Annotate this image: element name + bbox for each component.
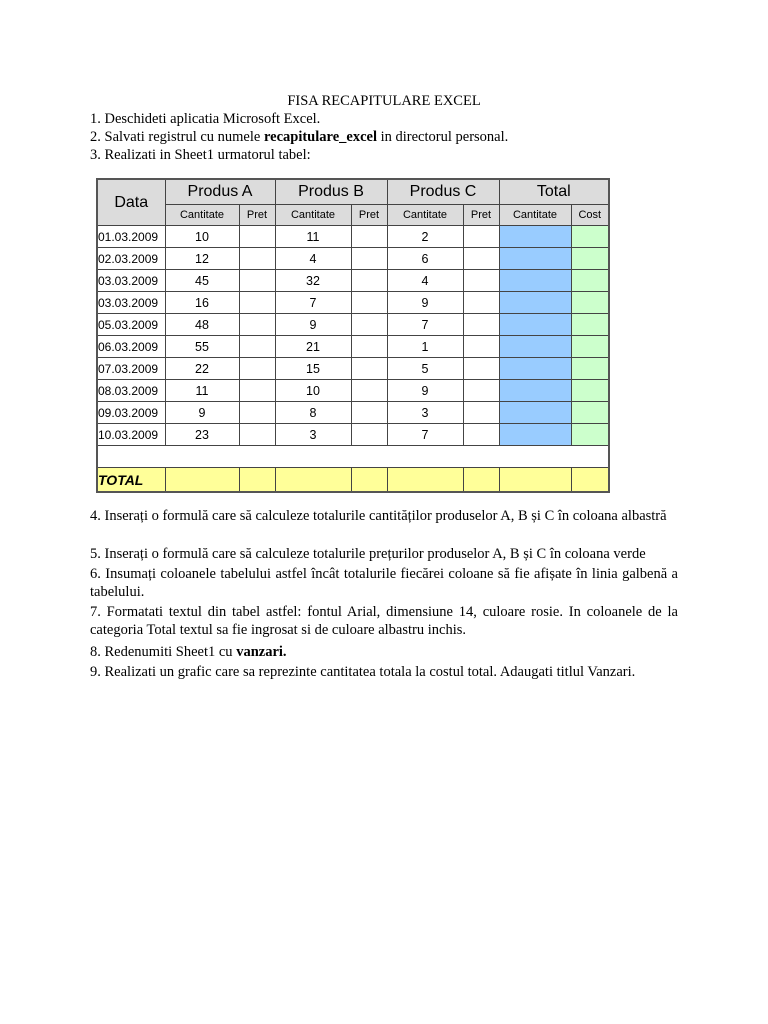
cantitate-c-cell: 7	[387, 424, 463, 446]
excel-table-image	[96, 178, 610, 493]
subheader-pret-b: Pret	[351, 205, 387, 226]
step-2-filename: recapitulare_excel	[263, 129, 377, 145]
cantitate-a-cell: 11	[165, 380, 239, 402]
pret-b-cell	[351, 336, 387, 358]
cantitate-b-cell: 15	[275, 358, 351, 380]
pret-a-cell	[239, 358, 275, 380]
total-sum-cell	[239, 468, 275, 493]
cantitate-a-cell: 48	[165, 314, 239, 336]
pret-a-cell	[239, 314, 275, 336]
step-6: 6. Insumați coloanele tabelului astfel încât totalurile fiecărei coloane să fie afișate în linia galbenă a tabelului.	[90, 566, 678, 600]
pret-a-cell	[239, 270, 275, 292]
pret-b-cell	[351, 380, 387, 402]
step-3-text: 3. Realizati in Sheet1 urmatorul tabel:	[90, 147, 311, 163]
total-cost-cell	[571, 314, 609, 336]
date-cell: 08.03.2009	[97, 380, 165, 402]
total-cost-cell	[571, 380, 609, 402]
step-3	[90, 146, 678, 164]
cantitate-c-cell: 6	[387, 248, 463, 270]
total-cost-cell	[571, 402, 609, 424]
pret-a-cell	[239, 248, 275, 270]
total-cantitate-cell	[499, 358, 571, 380]
step-7: 7. Formatati textul din tabel astfel: fontul Arial, dimensiune 14, culoare rosie. In coloanele de la categoria Total textul sa fie ingrosat si de culoare albastru inchis.	[90, 604, 678, 638]
subheader-cantitate-c: Cantitate	[387, 205, 463, 226]
header-data: Data	[97, 179, 165, 226]
subheader-cost-total: Cost	[571, 205, 609, 226]
cantitate-a-cell: 16	[165, 292, 239, 314]
pret-c-cell	[463, 336, 499, 358]
total-sum-cell	[463, 468, 499, 493]
cantitate-b-cell: 32	[275, 270, 351, 292]
total-sum-cell	[571, 468, 609, 493]
date-cell: 09.03.2009	[97, 402, 165, 424]
pret-c-cell	[463, 424, 499, 446]
pret-b-cell	[351, 270, 387, 292]
pret-c-cell	[463, 402, 499, 424]
date-cell: 06.03.2009	[97, 336, 165, 358]
table-row	[97, 292, 609, 314]
pret-a-cell	[239, 424, 275, 446]
subheader-pret-a: Pret	[239, 205, 275, 226]
step-2-post: in directorul personal.	[376, 129, 509, 145]
cantitate-a-cell: 22	[165, 358, 239, 380]
table-row	[97, 336, 609, 358]
pret-c-cell	[463, 358, 499, 380]
total-sum-cell	[387, 468, 463, 493]
date-cell: 02.03.2009	[97, 248, 165, 270]
pret-c-cell	[463, 248, 499, 270]
step-1-text: 1. Deschideti aplicatia Microsoft Excel.	[90, 111, 321, 127]
total-sum-cell	[165, 468, 239, 493]
pret-a-cell	[239, 402, 275, 424]
pret-b-cell	[351, 358, 387, 380]
blank-cell	[97, 446, 609, 468]
step-8-pre: 8. Redenumiti Sheet1 cu	[90, 644, 237, 660]
table-row	[97, 226, 609, 248]
total-cost-cell	[571, 270, 609, 292]
pret-c-cell	[463, 270, 499, 292]
total-cost-cell	[571, 292, 609, 314]
cantitate-c-cell: 5	[387, 358, 463, 380]
total-sum-cell	[499, 468, 571, 493]
subheader-cantitate-total: Cantitate	[499, 205, 571, 226]
step-2-pre: 2. Salvati registrul cu numele	[90, 129, 264, 145]
total-cantitate-cell	[499, 336, 571, 358]
page-title: FISA RECAPITULARE EXCEL	[287, 93, 481, 109]
cantitate-c-cell: 9	[387, 380, 463, 402]
total-cantitate-cell	[499, 402, 571, 424]
cantitate-b-cell: 3	[275, 424, 351, 446]
cantitate-a-cell: 55	[165, 336, 239, 358]
header-produs-a: Produs A	[165, 179, 275, 205]
subheader-cantitate-b: Cantitate	[275, 205, 351, 226]
pret-c-cell	[463, 314, 499, 336]
total-cantitate-cell	[499, 248, 571, 270]
pret-b-cell	[351, 292, 387, 314]
pret-c-cell	[463, 380, 499, 402]
sales-table	[96, 178, 610, 493]
total-cantitate-cell	[499, 314, 571, 336]
cantitate-c-cell: 2	[387, 226, 463, 248]
table-row	[97, 248, 609, 270]
table-row	[97, 358, 609, 380]
total-cantitate-cell	[499, 380, 571, 402]
cantitate-c-cell: 1	[387, 336, 463, 358]
cantitate-b-cell: 8	[275, 402, 351, 424]
table-row	[97, 380, 609, 402]
blank-row	[97, 446, 609, 468]
step-8-name: vanzari.	[236, 644, 287, 660]
cantitate-c-cell: 9	[387, 292, 463, 314]
pret-a-cell	[239, 380, 275, 402]
total-cost-cell	[571, 358, 609, 380]
total-sum-cell	[351, 468, 387, 493]
cantitate-b-cell: 21	[275, 336, 351, 358]
cantitate-b-cell: 10	[275, 380, 351, 402]
step-8	[90, 643, 678, 661]
header-produs-b: Produs B	[275, 179, 387, 205]
date-cell: 07.03.2009	[97, 358, 165, 380]
header-total: Total	[499, 179, 609, 205]
pret-a-cell	[239, 226, 275, 248]
cantitate-b-cell: 7	[275, 292, 351, 314]
pret-b-cell	[351, 248, 387, 270]
step-4: 4. Inserați o formulă care să calculeze totalurile cantităților produselor A, B și C în coloana albastră	[90, 508, 667, 524]
table-row	[97, 424, 609, 446]
cantitate-b-cell: 9	[275, 314, 351, 336]
cantitate-a-cell: 9	[165, 402, 239, 424]
subheader-cantitate-a: Cantitate	[165, 205, 239, 226]
total-cost-cell	[571, 424, 609, 446]
pret-a-cell	[239, 336, 275, 358]
step-5: 5. Inserați o formulă care să calculeze totalurile prețurilor produselor A, B și C în coloana verde	[90, 546, 646, 562]
step-9: 9. Realizati un grafic care sa reprezinte cantitatea totala la costul total. Adaugati titlul Vanzari.	[90, 664, 636, 680]
cantitate-c-cell: 7	[387, 314, 463, 336]
worksheet-header	[90, 92, 678, 164]
total-cost-cell	[571, 248, 609, 270]
cantitate-a-cell: 23	[165, 424, 239, 446]
total-row	[97, 468, 609, 493]
table-row	[97, 402, 609, 424]
total-cost-cell	[571, 226, 609, 248]
table-row	[97, 270, 609, 292]
cantitate-b-cell: 11	[275, 226, 351, 248]
pret-c-cell	[463, 292, 499, 314]
total-cantitate-cell	[499, 424, 571, 446]
pret-b-cell	[351, 402, 387, 424]
pret-b-cell	[351, 314, 387, 336]
subheader-pret-c: Pret	[463, 205, 499, 226]
total-cantitate-cell	[499, 270, 571, 292]
cantitate-c-cell: 4	[387, 270, 463, 292]
cantitate-c-cell: 3	[387, 402, 463, 424]
date-cell: 03.03.2009	[97, 292, 165, 314]
date-cell: 05.03.2009	[97, 314, 165, 336]
cantitate-a-cell: 45	[165, 270, 239, 292]
step-2	[90, 128, 678, 146]
cantitate-b-cell: 4	[275, 248, 351, 270]
date-cell: 01.03.2009	[97, 226, 165, 248]
total-cantitate-cell	[499, 226, 571, 248]
table-body	[97, 226, 609, 493]
cantitate-a-cell: 12	[165, 248, 239, 270]
pret-a-cell	[239, 292, 275, 314]
pret-b-cell	[351, 424, 387, 446]
total-label: TOTAL	[97, 468, 165, 493]
pret-c-cell	[463, 226, 499, 248]
total-cost-cell	[571, 336, 609, 358]
total-cantitate-cell	[499, 292, 571, 314]
date-cell: 03.03.2009	[97, 270, 165, 292]
step-1	[90, 110, 678, 128]
header-produs-c: Produs C	[387, 179, 499, 205]
date-cell: 10.03.2009	[97, 424, 165, 446]
pret-b-cell	[351, 226, 387, 248]
cantitate-a-cell: 10	[165, 226, 239, 248]
total-sum-cell	[275, 468, 351, 493]
table-row	[97, 314, 609, 336]
